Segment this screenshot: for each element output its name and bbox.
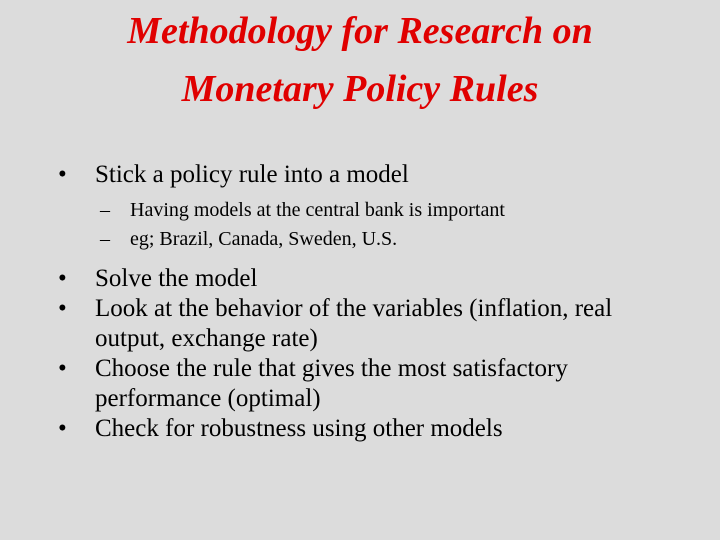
slide-title-line-2: Monetary Policy Rules bbox=[181, 68, 539, 110]
bullet-item bbox=[0, 414, 720, 444]
sub-bullet-marker: – bbox=[100, 228, 110, 250]
bullet-marker: • bbox=[58, 355, 67, 382]
bullet-item bbox=[0, 354, 720, 414]
slide-title bbox=[0, 2, 720, 118]
slide-title-line-1: Methodology for Research on bbox=[127, 10, 593, 52]
bullet-marker: • bbox=[58, 415, 67, 442]
bullet-text: Solve the model bbox=[95, 265, 258, 292]
bullet-text: Choose the rule that gives the most satisfactory performance (optimal) bbox=[95, 355, 568, 412]
bullet-text: Stick a policy rule into a model bbox=[95, 161, 409, 188]
bullet-item bbox=[0, 294, 720, 354]
bullet-text: Look at the behavior of the variables (inflation, real output, exchange rate) bbox=[95, 295, 613, 352]
sub-bullet-list bbox=[0, 196, 720, 254]
sub-bullet-text: eg; Brazil, Canada, Sweden, U.S. bbox=[130, 228, 398, 250]
bullet-marker: • bbox=[58, 265, 67, 292]
bullet-marker: • bbox=[58, 295, 67, 322]
bullet-item bbox=[0, 264, 720, 294]
sub-bullet-marker: – bbox=[100, 199, 110, 221]
sub-bullet-item bbox=[0, 196, 720, 225]
sub-bullet-text: Having models at the central bank is important bbox=[130, 199, 505, 221]
bullet-list bbox=[0, 160, 720, 444]
sub-bullet-item bbox=[0, 225, 720, 254]
bullet-marker: • bbox=[58, 161, 67, 188]
bullet-text: Check for robustness using other models bbox=[95, 415, 503, 442]
bullet-item bbox=[0, 160, 720, 190]
